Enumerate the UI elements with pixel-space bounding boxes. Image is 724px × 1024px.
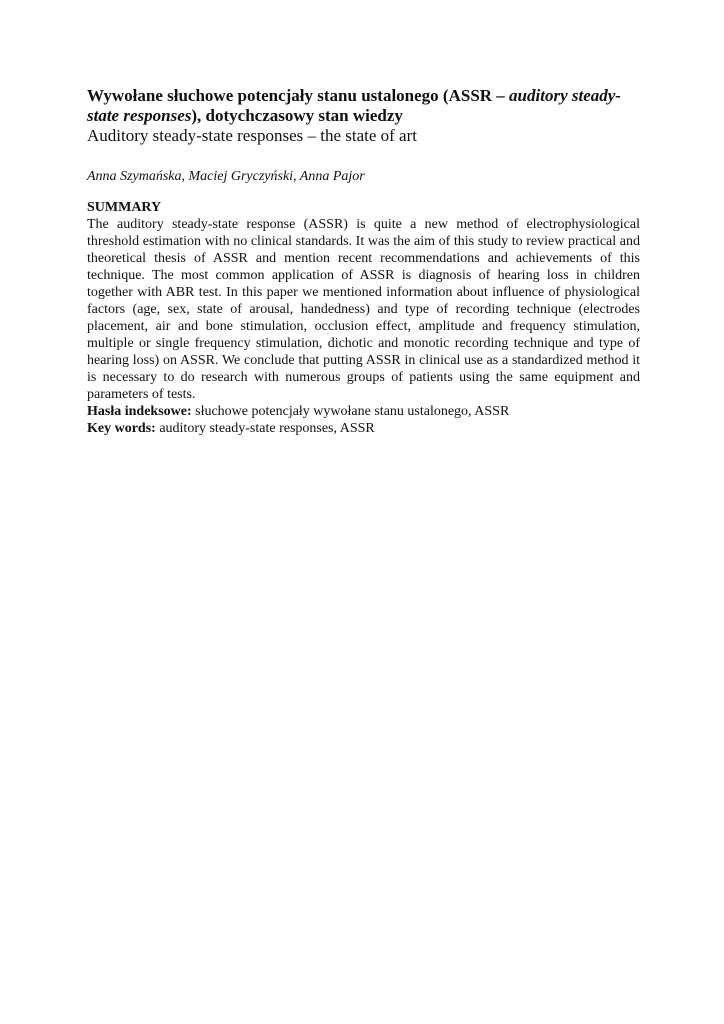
keywords-polish-value: słuchowe potencjały wywołane stanu ustalonego, ASSR bbox=[191, 404, 510, 419]
polish-title-part2: ), dotychczasowy stan wiedzy bbox=[191, 106, 403, 125]
english-title: Auditory steady-state responses – the state of art bbox=[87, 126, 417, 145]
keywords-english-label: Key words: bbox=[87, 421, 156, 436]
keywords-polish-label: Hasła indeksowe: bbox=[87, 404, 192, 419]
keywords-english-value: auditory steady-state responses, ASSR bbox=[155, 421, 375, 436]
polish-title-italic: auditory steady-state responses bbox=[87, 86, 621, 125]
summary-text: The auditory steady-state response (ASSR) is quite a new method of electrophysiological threshold estimation with no clinical standards. It was the aim of this study to review practical and theoretical thesis of ASSR and mention recent recommendations and achievements of this technique. The most common application of ASSR is diagnosis of hearing loss in children together with ABR test. In this paper we mentioned information about influence of physiological factors (age, sex, state of arousal, handedness) and type of recording technique (electrodes placement, air and bone stimulation, occlusion effect, amplitude and frequency stimulation, multiple or single frequency stimulation, dichotic and monotic recording technique and type of hearing loss) on ASSR. We conclude that putting ASSR in clinical use as a standardized method it is necessary to do research with numerous groups of patients using the same equipment and parameters of tests. bbox=[87, 217, 640, 402]
article-front-matter bbox=[87, 86, 640, 437]
keywords-english bbox=[87, 420, 640, 437]
keywords-polish bbox=[87, 403, 640, 420]
polish-title-part1: Wywołane słuchowe potencjały stanu ustalonego (ASSR – bbox=[87, 86, 510, 105]
authors: Anna Szymańska, Maciej Gryczyński, Anna Pajor bbox=[87, 169, 365, 184]
polish-title bbox=[87, 86, 640, 126]
summary-heading: SUMMARY bbox=[87, 200, 162, 215]
